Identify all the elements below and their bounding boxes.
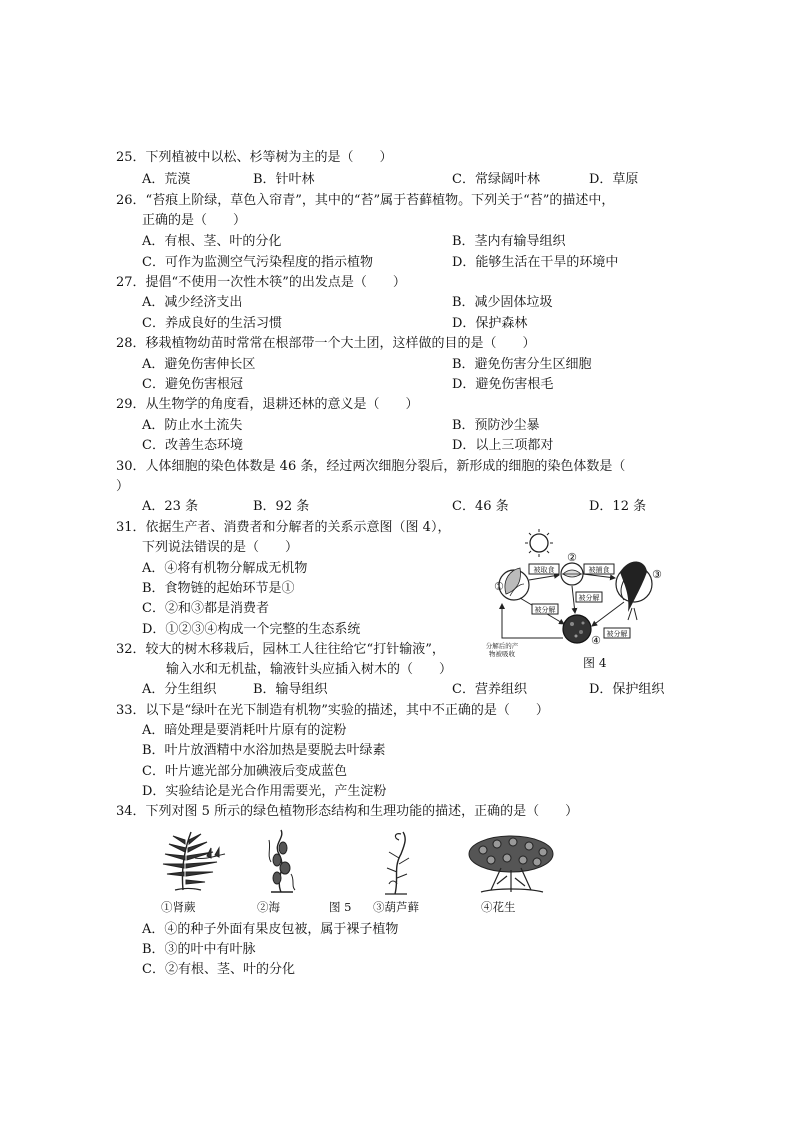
figure-5-label-moss: ③葫芦藓: [373, 900, 419, 914]
q26-option-c: C．可作为监测空气污染程度的指示植物: [142, 255, 373, 270]
q30-stem-line1: 30．人体细胞的染色体数是 46 条，经过两次细胞分裂后，新形成的细胞的染色体数是（: [116, 459, 626, 474]
q30-option-b: B．92 条: [253, 499, 310, 514]
q34-option-a: A．④的种子外面有果皮包被，属于裸子植物: [142, 922, 399, 937]
figure-5-plants: [155, 828, 555, 898]
q32-option-a: A．分生组织: [142, 682, 217, 697]
q26-option-d: D．能够生活在干旱的环境中: [452, 255, 619, 270]
q31-stem-line1: 31．依据生产者、消费者和分解者的关系示意图（图 4），: [116, 520, 451, 535]
secondary-consumer-bird-icon: [616, 561, 652, 620]
q33-option-a: A．暗处理是要消耗叶片原有的淀粉: [142, 723, 347, 738]
q27-stem: 27．提倡“不使用一次性木筷”的出发点是（ ）: [116, 275, 406, 290]
q27-option-c: C．养成良好的生活习惯: [142, 316, 282, 331]
figure-4-ecosystem-diagram: [484, 528, 664, 678]
label-decomposed-1: 被分解: [534, 607, 556, 614]
q25-option-d: D．草原: [589, 172, 639, 187]
q29-option-c: C．改善生态环境: [142, 438, 243, 453]
label-decomposed-3: 被分解: [606, 631, 628, 638]
label-eaten-2: 被捕食: [588, 567, 610, 574]
label-node-1: ①: [494, 581, 504, 593]
q34-stem: 34．下列对图 5 所示的绿色植物形态结构和生理功能的描述，正确的是（ ）: [116, 804, 579, 819]
fern-icon: [163, 832, 225, 890]
q33-stem: 33．以下是“绿叶在光下制造有机物”实验的描述，其中不正确的是（ ）: [116, 703, 549, 718]
label-absorbed-line1: 分解后的产: [485, 643, 519, 650]
q26-stem-line2: 正确的是（ ）: [142, 213, 247, 228]
q28-option-c: C．避免伤害根冠: [142, 377, 243, 392]
q32-option-d: D．保护组织: [589, 682, 665, 697]
moss-icon: [385, 832, 409, 894]
q26-option-b: B．茎内有输导组织: [452, 234, 566, 249]
q31-option-a: A．④将有机物分解成无机物: [142, 561, 308, 576]
q33-option-c: C．叶片遮光部分加碘液后变成蓝色: [142, 764, 347, 779]
q26-stem-line1: 26．“苔痕上阶绿，草色入帘青”，其中的“苔”属于苔藓植物。下列关于“苔”的描述中，: [116, 193, 615, 208]
q30-option-a: A．23 条: [142, 499, 199, 514]
q33-option-b: B．叶片放酒精中水浴加热是要脱去叶绿素: [142, 743, 386, 758]
figure-4-caption: 图 4: [583, 656, 607, 670]
q33-option-d: D．实验结论是光合作用需要光，产生淀粉: [142, 784, 387, 799]
q26-option-a: A．有根、茎、叶的分化: [142, 234, 282, 249]
q32-option-c: C．营养组织: [452, 682, 527, 697]
q28-option-b: B．避免伤害分生区细胞: [452, 357, 592, 372]
figure-4-drawing: [484, 528, 664, 678]
q25-option-c: C．常绿阔叶林: [452, 172, 540, 187]
q30-stem-line2: ）: [116, 479, 130, 494]
q34-option-b: B．③的叶中有叶脉: [142, 942, 256, 957]
q32-stem-line1: 32．较大的树木移栽后，园林工人往往给它“打针输液”，: [116, 642, 445, 657]
q29-option-a: A．防止水土流失: [142, 418, 243, 433]
figure-5-label-seaweed: ②海: [257, 900, 280, 914]
q29-option-b: B．预防沙尘暴: [452, 418, 540, 433]
decomposer-icon: [563, 615, 591, 643]
q27-option-b: B．减少固体垃圾: [452, 295, 553, 310]
q29-option-d: D．以上三项都对: [452, 438, 554, 453]
q31-option-c: C．②和③都是消费者: [142, 601, 269, 616]
q31-option-b: B．食物链的起始环节是①: [142, 581, 295, 596]
q29-stem: 29．从生物学的角度看，退耕还林的意义是（ ）: [116, 397, 419, 412]
label-decomposed-2: 被分解: [578, 595, 600, 602]
label-node-4: ④: [591, 635, 601, 647]
q32-stem-line2: 输入水和无机盐，输液针头应插入树木的（ ）: [166, 662, 453, 677]
q25-option-b: B．针叶林: [253, 172, 315, 187]
figure-5-label-peanut: ④花生: [481, 900, 516, 914]
primary-consumer-icon: [561, 563, 583, 585]
figure-5-label-fern: ①肾蕨: [161, 900, 196, 914]
label-node-3: ③: [652, 569, 662, 581]
peanut-plant-icon: [469, 836, 553, 892]
q25-stem: 25．下列植被中以松、杉等树为主的是（ ）: [116, 150, 393, 165]
q30-option-c: C．46 条: [452, 499, 509, 514]
q28-option-a: A．避免伤害伸长区: [142, 357, 256, 372]
q32-option-b: B．输导组织: [253, 682, 328, 697]
label-eaten-1: 被取食: [533, 567, 555, 574]
figure-5-drawing: [155, 828, 555, 898]
label-node-2: ②: [567, 552, 577, 564]
q27-option-a: A．减少经济支出: [142, 295, 243, 310]
q30-option-d: D．12 条: [589, 499, 647, 514]
q28-option-d: D．避免伤害根毛: [452, 377, 554, 392]
label-absorbed-line2: 物被吸收: [489, 651, 515, 658]
q34-option-c: C．②有根、茎、叶的分化: [142, 962, 295, 977]
q31-stem-line2: 下列说法错误的是（ ）: [142, 540, 299, 555]
q27-option-d: D．保护森林: [452, 316, 528, 331]
seaweed-icon: [269, 830, 295, 892]
q31-option-d: D．①②③④构成一个完整的生态系统: [142, 622, 361, 637]
sun-icon: [525, 529, 553, 557]
figure-5-caption: 图 5: [329, 900, 352, 914]
q28-stem: 28．移栽植物幼苗时常常在根部带一个大土团，这样做的目的是（ ）: [116, 336, 536, 351]
q25-option-a: A．荒漠: [142, 172, 191, 187]
